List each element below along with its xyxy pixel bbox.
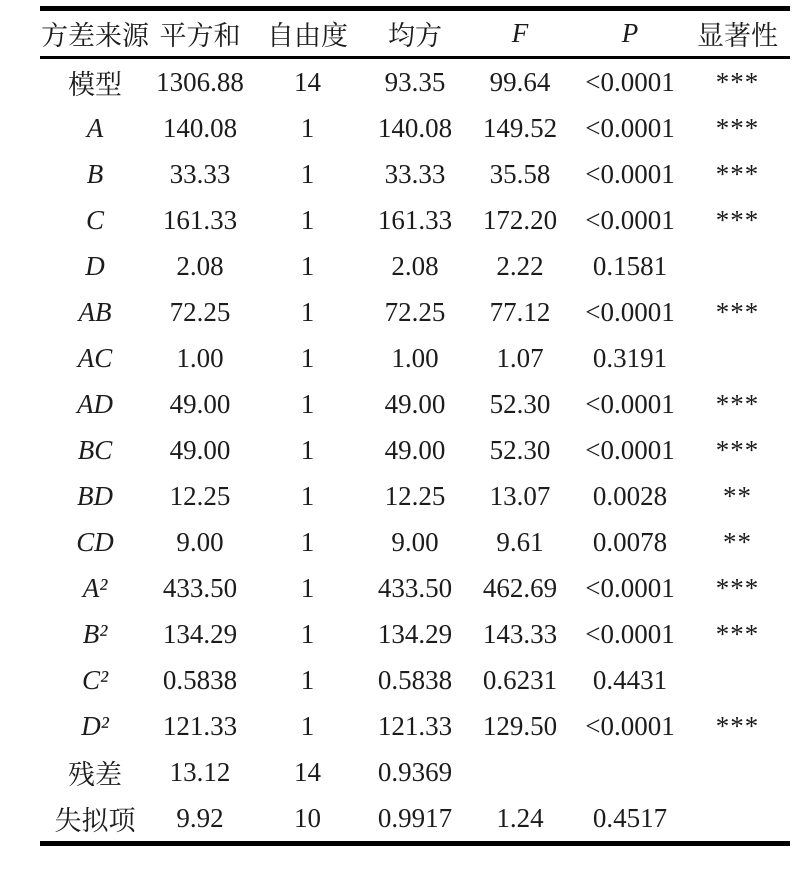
value-cell: 35.58 bbox=[489, 158, 551, 189]
table-row bbox=[40, 105, 790, 151]
value-cell: 49.00 bbox=[169, 434, 231, 465]
table-row bbox=[40, 289, 790, 335]
significance-cell: *** bbox=[715, 158, 760, 189]
table-row bbox=[40, 657, 790, 703]
value-cell: <0.0001 bbox=[585, 296, 675, 327]
table-row bbox=[40, 519, 790, 565]
table-row bbox=[40, 243, 790, 289]
source-cell: AC bbox=[77, 342, 113, 373]
value-cell: 0.5838 bbox=[377, 664, 453, 695]
value-cell: 0.4431 bbox=[592, 664, 668, 695]
value-cell: 1 bbox=[300, 618, 315, 649]
source-cell: AD bbox=[77, 388, 113, 419]
anova-table bbox=[40, 6, 790, 846]
value-cell: 129.50 bbox=[482, 710, 558, 741]
value-cell: <0.0001 bbox=[585, 112, 675, 143]
source-cell: 模型 bbox=[68, 69, 122, 100]
value-cell: 1 bbox=[300, 250, 315, 281]
significance-cell: ** bbox=[723, 480, 752, 511]
significance-cell bbox=[685, 243, 790, 289]
value-cell: 9.61 bbox=[496, 526, 544, 557]
value-cell: 1 bbox=[300, 342, 315, 373]
value-cell: 0.9369 bbox=[377, 756, 453, 787]
value-cell: 0.3191 bbox=[592, 342, 668, 373]
table-row bbox=[40, 611, 790, 657]
source-cell: D² bbox=[81, 710, 109, 741]
significance-cell: *** bbox=[715, 572, 760, 603]
value-cell: 1 bbox=[300, 526, 315, 557]
table-row bbox=[40, 151, 790, 197]
source-cell: D bbox=[85, 250, 105, 281]
value-cell: 1 bbox=[300, 204, 315, 235]
value-cell: 0.0078 bbox=[592, 526, 668, 557]
value-cell: 1 bbox=[300, 296, 315, 327]
value-cell bbox=[575, 749, 685, 795]
value-cell: 433.50 bbox=[377, 572, 453, 603]
value-cell: 143.33 bbox=[482, 618, 558, 649]
column-header: 显著性 bbox=[685, 9, 790, 58]
value-cell: 1 bbox=[300, 388, 315, 419]
value-cell: 33.33 bbox=[384, 158, 446, 189]
significance-cell: *** bbox=[715, 296, 760, 327]
value-cell: 1 bbox=[300, 664, 315, 695]
value-cell: 14 bbox=[294, 66, 321, 97]
value-cell: 1 bbox=[300, 434, 315, 465]
value-cell: 2.08 bbox=[391, 250, 439, 281]
value-cell: 0.1581 bbox=[592, 250, 668, 281]
table-row bbox=[40, 335, 790, 381]
table-row bbox=[40, 565, 790, 611]
value-cell: 462.69 bbox=[482, 572, 558, 603]
value-cell: 72.25 bbox=[169, 296, 231, 327]
value-cell: <0.0001 bbox=[585, 66, 675, 97]
value-cell: 1 bbox=[300, 572, 315, 603]
source-cell: CD bbox=[76, 526, 114, 557]
source-cell: BC bbox=[77, 434, 113, 465]
value-cell: 1 bbox=[300, 710, 315, 741]
value-cell: 12.25 bbox=[169, 480, 231, 511]
significance-cell: *** bbox=[715, 618, 760, 649]
column-header: 方差来源 bbox=[40, 9, 150, 58]
value-cell: 1.07 bbox=[496, 342, 544, 373]
table-row bbox=[40, 58, 790, 106]
table-row bbox=[40, 749, 790, 795]
value-cell: 134.29 bbox=[162, 618, 238, 649]
value-cell: 52.30 bbox=[489, 388, 551, 419]
value-cell: 0.4517 bbox=[592, 802, 668, 833]
table-body bbox=[40, 58, 790, 844]
value-cell: 9.92 bbox=[176, 802, 224, 833]
column-header: P bbox=[575, 9, 685, 58]
value-cell: <0.0001 bbox=[585, 710, 675, 741]
source-cell: BD bbox=[77, 480, 113, 511]
value-cell: 2.08 bbox=[176, 250, 224, 281]
column-header: F bbox=[465, 9, 575, 58]
value-cell: 10 bbox=[294, 802, 321, 833]
value-cell: 12.25 bbox=[384, 480, 446, 511]
value-cell: 9.00 bbox=[176, 526, 224, 557]
table-row bbox=[40, 197, 790, 243]
significance-cell: *** bbox=[715, 434, 760, 465]
value-cell: 1 bbox=[300, 480, 315, 511]
table-row bbox=[40, 795, 790, 844]
value-cell: 1 bbox=[300, 158, 315, 189]
value-cell: 140.08 bbox=[162, 112, 238, 143]
column-header: 自由度 bbox=[250, 9, 365, 58]
value-cell: 0.9917 bbox=[377, 802, 453, 833]
value-cell: 1.24 bbox=[496, 802, 544, 833]
value-cell: 1 bbox=[300, 112, 315, 143]
value-cell: 13.07 bbox=[489, 480, 551, 511]
value-cell: 121.33 bbox=[162, 710, 238, 741]
value-cell: 134.29 bbox=[377, 618, 453, 649]
value-cell: 1.00 bbox=[391, 342, 439, 373]
table-row bbox=[40, 473, 790, 519]
source-cell: C bbox=[85, 204, 104, 235]
value-cell: <0.0001 bbox=[585, 434, 675, 465]
value-cell: 0.0028 bbox=[592, 480, 668, 511]
value-cell: <0.0001 bbox=[585, 204, 675, 235]
significance-cell: *** bbox=[715, 388, 760, 419]
value-cell: <0.0001 bbox=[585, 158, 675, 189]
column-header: 平方和 bbox=[150, 9, 250, 58]
value-cell: <0.0001 bbox=[585, 388, 675, 419]
value-cell: 77.12 bbox=[489, 296, 551, 327]
significance-cell: *** bbox=[715, 112, 760, 143]
significance-cell: ** bbox=[723, 526, 752, 557]
value-cell: 433.50 bbox=[162, 572, 238, 603]
source-cell: A bbox=[86, 112, 104, 143]
significance-cell bbox=[685, 795, 790, 844]
value-cell: 121.33 bbox=[377, 710, 453, 741]
significance-cell bbox=[685, 335, 790, 381]
table-row bbox=[40, 703, 790, 749]
value-cell: 1306.88 bbox=[156, 66, 244, 97]
source-cell: A² bbox=[82, 572, 108, 603]
value-cell: 52.30 bbox=[489, 434, 551, 465]
header-row bbox=[40, 9, 790, 58]
source-cell: B² bbox=[82, 618, 108, 649]
value-cell: 13.12 bbox=[169, 756, 231, 787]
value-cell: 2.22 bbox=[496, 250, 544, 281]
table-row bbox=[40, 381, 790, 427]
value-cell: 172.20 bbox=[482, 204, 558, 235]
value-cell: 93.35 bbox=[384, 66, 446, 97]
value-cell: 49.00 bbox=[384, 434, 446, 465]
value-cell: 14 bbox=[294, 756, 321, 787]
value-cell bbox=[465, 749, 575, 795]
significance-cell: *** bbox=[715, 204, 760, 235]
source-cell: B bbox=[86, 158, 104, 189]
significance-cell: *** bbox=[715, 710, 760, 741]
value-cell: 161.33 bbox=[162, 204, 238, 235]
source-cell: C² bbox=[81, 664, 109, 695]
value-cell: <0.0001 bbox=[585, 618, 675, 649]
value-cell: <0.0001 bbox=[585, 572, 675, 603]
table-row bbox=[40, 427, 790, 473]
value-cell: 0.5838 bbox=[162, 664, 238, 695]
value-cell: 49.00 bbox=[384, 388, 446, 419]
value-cell: 140.08 bbox=[377, 112, 453, 143]
significance-cell bbox=[685, 749, 790, 795]
source-cell: 残差 bbox=[68, 759, 122, 790]
value-cell: 149.52 bbox=[482, 112, 558, 143]
value-cell: 161.33 bbox=[377, 204, 453, 235]
value-cell: 1.00 bbox=[176, 342, 224, 373]
value-cell: 33.33 bbox=[169, 158, 231, 189]
value-cell: 72.25 bbox=[384, 296, 446, 327]
significance-cell: *** bbox=[715, 66, 760, 97]
value-cell: 49.00 bbox=[169, 388, 231, 419]
value-cell: 0.6231 bbox=[482, 664, 558, 695]
source-cell: AB bbox=[78, 296, 112, 327]
significance-cell bbox=[685, 657, 790, 703]
value-cell: 9.00 bbox=[391, 526, 439, 557]
source-cell: 失拟项 bbox=[54, 805, 136, 836]
value-cell: 99.64 bbox=[489, 66, 551, 97]
column-header: 均方 bbox=[365, 9, 465, 58]
